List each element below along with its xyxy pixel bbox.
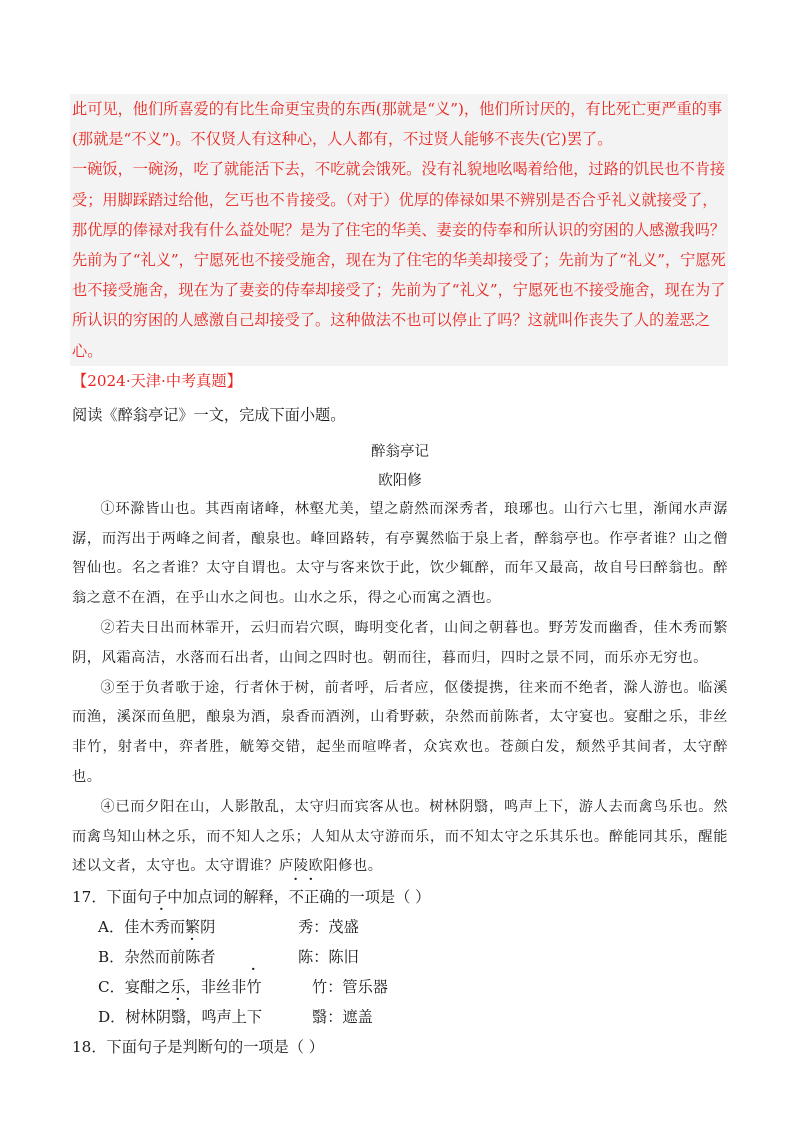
dotted-char: 陈 [185, 948, 201, 967]
essay-paragraph-2: ②若夫日出而林霏开，云归而岩穴暝，晦明变化者，山间之朝暮也。野芳发而幽香，佳木秀而繁阴，风霜高洁，水落而石出者，山间之四时也。朝而往，暮而归，四时之景不同，而乐亦无穷也。 [72, 620, 728, 666]
translation-paragraph-1: 此可见，他们所喜爱的有比生命更宝贵的东西(那就是“义”)，他们所讨厌的，有比死亡更严重的事(那就是“不义”)。不仅贤人有这种心，人人都有，不过贤人能够不丧失(它)罢了。 [72, 100, 723, 149]
document-page [72, 94, 728, 1062]
essay-title: 醉翁亭记 [371, 443, 429, 460]
dotted-char: 竹 [246, 978, 262, 997]
option-d-answer: 翳：遮盖 [312, 1008, 373, 1027]
option-c-answer: 竹：管乐器 [312, 978, 388, 997]
option-d[interactable]: D．树林阴翳，鸣声上下 翳：遮盖 [98, 1002, 728, 1032]
dotted-char: 正 [303, 888, 320, 907]
question-18: 18．下面句子是判断句的一项是（ ） [72, 1038, 324, 1057]
option-a-answer: 秀：茂盛 [298, 918, 359, 937]
option-b[interactable]: B．杂然而前陈者 陈：陈旧 [98, 942, 728, 972]
reading-intro: 阅读《醉翁亭记》一文，完成下面小题。 [72, 405, 346, 424]
section-heading: 【2024·天津·中考真题】 [72, 371, 242, 390]
dotted-char: 翳 [170, 1008, 187, 1027]
essay-author: 欧阳修 [378, 472, 422, 489]
translation-paragraph-2: 一碗饭，一碗汤，吃了就能活下去，不吃就会饿死。没有礼貌地吆喝着给他，过路的饥民也不肯接受；用脚踩踏过给他，乞丐也不肯接受。（对于）优厚的俸禄如果不辨别是否合乎礼义就接受了，那优厚的俸禄对我有什么益处呢？是为了住宅的华美、妻妾的侍奉和所认识的穷困的人感激我吗？先前为了“礼义”，宁愿死也不接受施舍，现在为了住宅的华美却接受了；先前为了“礼义”，宁愿死也不接受施舍，现在为了妻妾的侍奉却接受了；先前为了“礼义”，宁愿死也不接受施舍，现在为了所认识的穷困的人感激自己却接受了。这种做法不也可以停止了吗？这就叫作丧失了人的羞恶之心。 [72, 160, 726, 360]
essay-paragraph-4: ④已而夕阳在山，人影散乱，太守归而宾客从也。树林阴翳，鸣声上下，游人去而禽鸟乐也。然而禽鸟知山林之乐，而不知人之乐；人知从太守游而乐，而不知太守之乐其乐也。醉能同其乐，醒能述以文者，太守也。太守谓谁？庐陵欧阳修也。 [72, 798, 728, 875]
essay-paragraph-1: ①环滁皆山也。其西南诸峰，林壑尤美，望之蔚然而深秀者，琅琊也。山行六七里，渐闻水声潺潺，而泻出于两峰之间者，酿泉也。峰回路转，有亭翼然临于泉上者，醉翁亭也。作亭者谁？山之僧智仙也。名之者谁？太守自谓也。太守与客来饮于此，饮少辄醉，而年又最高，故自号曰醉翁也。醉翁之意不在酒，在乎山水之间也。山水之乐，得之心而寓之酒也。 [72, 500, 728, 607]
dotted-char: 不 [288, 888, 304, 907]
option-b-answer: 陈：陈旧 [298, 948, 359, 967]
question-17: 17．下面句子中加点词的解释，不正确的一项是（ ） [72, 888, 431, 907]
translation-block [70, 94, 728, 366]
option-a[interactable]: A．佳木秀而繁阴 秀：茂盛 [98, 912, 728, 942]
option-c[interactable]: C．宴酣之乐，非丝非竹 竹：管乐器 [98, 972, 728, 1002]
essay-paragraph-3: ③至于负者歌于途，行者休于树，前者呼，后者应，伛偻提携，往来而不绝者，滁人游也。临溪而渔，溪深而鱼肥，酿泉为酒，泉香而酒洌，山肴野蔌，杂然而前陈者，太守宴也。宴酣之乐，非丝非竹，射者中，弈者胜，觥筹交错，起坐而喧哗者，众宾欢也。苍颜白发，颓然乎其间者，太守醉也。 [72, 679, 728, 785]
dotted-char: 秀 [154, 918, 170, 937]
